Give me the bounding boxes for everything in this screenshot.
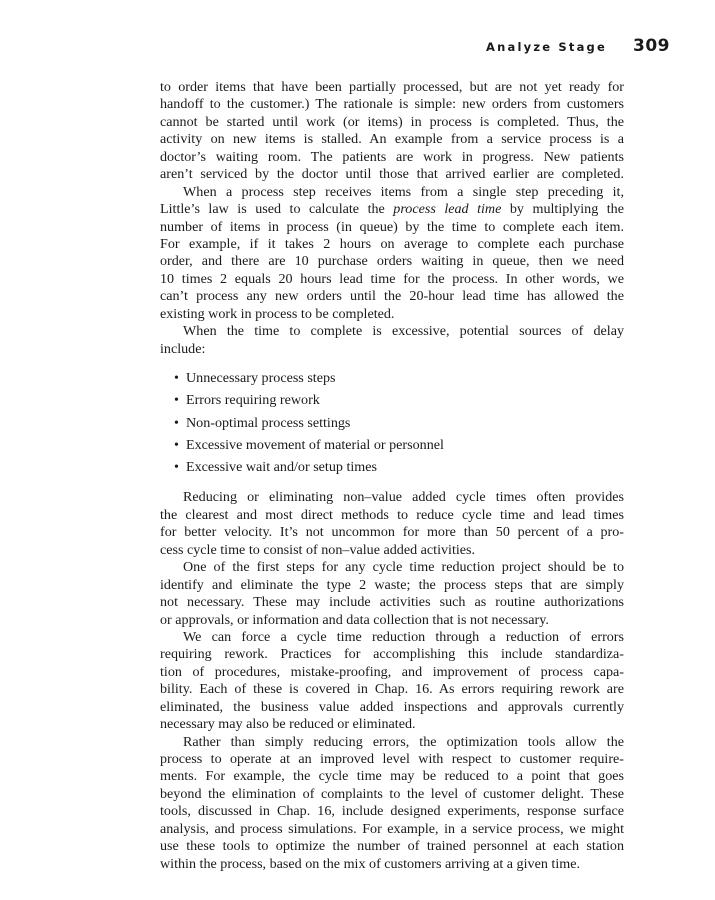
text-line: for better velocity. It’s not uncommon for more than 50 percent of a pro- bbox=[160, 524, 624, 541]
text-line: existing work in process to be completed. bbox=[160, 305, 395, 322]
text-line: requiring rework. Practices for accomplishing this include standardiza- bbox=[160, 646, 624, 663]
text-line: beyond the elimination of complaints to the level of customer delight. These bbox=[160, 785, 624, 802]
text-line: number of items in process (in queue) by the time to complete each item. bbox=[160, 218, 624, 235]
list-item-text: Unnecessary process steps bbox=[186, 370, 336, 386]
text-line: Reducing or eliminating non–value added cycle times often provides bbox=[183, 489, 624, 506]
text-line: process to operate at an improved level with respect to customer require- bbox=[160, 751, 624, 768]
bullet-marker: • bbox=[174, 370, 179, 386]
text-line: order, and there are 10 purchase orders waiting in queue, then we need bbox=[160, 253, 624, 270]
text-segment: by multiplying the bbox=[501, 201, 624, 218]
text-line bbox=[160, 201, 624, 218]
text-line: When a process step receives items from a single step preceding it, bbox=[183, 183, 624, 200]
list-item bbox=[160, 456, 624, 478]
list-item-text: Excessive movement of material or personnel bbox=[186, 436, 444, 453]
text-segment: Little’s law is used to calculate the bbox=[160, 201, 394, 218]
list-item bbox=[160, 434, 624, 456]
text-line: For example, if it takes 2 hours on average to complete each purchase bbox=[160, 235, 624, 252]
text-line: use these tools to optimize the number of trained personnel at each station bbox=[160, 838, 624, 855]
paragraph-2 bbox=[160, 184, 624, 324]
paragraph-4 bbox=[160, 489, 624, 559]
body-text bbox=[160, 79, 624, 873]
list-item-text: Non-optimal process settings bbox=[186, 414, 351, 431]
text-line: When the time to complete is excessive, potential sources of delay bbox=[183, 323, 624, 340]
list-item bbox=[160, 389, 624, 411]
text-line: handoff to the customer.) The rationale is simple: new orders from customers bbox=[160, 96, 624, 113]
bullet-marker: • bbox=[174, 392, 179, 409]
text-line: analysis, and process simulations. For example, in a service process, we might bbox=[160, 820, 624, 837]
text-line: or approvals, or information and data collection that is not necessary. bbox=[160, 611, 549, 628]
text-line: bility. Each of these is covered in Chap. 16. As errors requiring rework are bbox=[160, 681, 624, 698]
text-line: tion of procedures, mistake-proofing, and improvement of process capa- bbox=[160, 663, 624, 680]
bullet-marker: • bbox=[174, 436, 179, 453]
text-line: Rather than simply reducing errors, the optimization tools allow the bbox=[183, 733, 624, 750]
text-line: the clearest and most direct methods to reduce cycle time and lead times bbox=[160, 506, 624, 523]
text-line: cannot be started until work (or items) in process is completed. Thus, the bbox=[160, 113, 624, 130]
page-number: 309 bbox=[633, 36, 670, 56]
text-line: cess cycle time to consist of non–value added activities. bbox=[160, 541, 476, 558]
paragraph-7 bbox=[160, 734, 624, 874]
bullet-list bbox=[160, 367, 624, 478]
list-item-text: Errors requiring rework bbox=[186, 392, 320, 409]
list-item bbox=[160, 367, 624, 389]
text-line: within the process, based on the mix of customers arriving at a given time. bbox=[160, 855, 580, 872]
bullet-marker: • bbox=[174, 414, 179, 431]
text-line: tools, discussed in Chap. 16, include designed experiments, response surface bbox=[160, 803, 624, 820]
text-line: One of the first steps for any cycle time reduction project should be to bbox=[183, 559, 624, 576]
list-item bbox=[160, 412, 624, 434]
section-title: Analyze Stage bbox=[486, 40, 607, 54]
text-line: not necessary. These may include activities such as routine authorizations bbox=[160, 594, 624, 611]
text-line: 10 times 2 equals 20 hours lead time for the process. In other words, we bbox=[160, 270, 624, 287]
text-line: identify and eliminate the type 2 waste; the process steps that are simply bbox=[160, 576, 624, 593]
text-line: eliminated, the business value added inspections and approvals currently bbox=[160, 698, 624, 715]
text-line: We can force a cycle time reduction through a reduction of errors bbox=[183, 628, 624, 645]
text-line: to order items that have been partially processed, but are not yet ready for bbox=[160, 79, 624, 95]
paragraph-3 bbox=[160, 323, 624, 358]
paragraph-1 bbox=[160, 79, 624, 184]
running-head bbox=[160, 36, 670, 58]
text-line: ments. For example, the cycle time may be reduced to a point that goes bbox=[160, 768, 624, 785]
text-line: aren’t serviced by the doctor until those that arrived earlier are completed. bbox=[160, 166, 624, 183]
paragraph-5 bbox=[160, 559, 624, 629]
text-line: doctor’s waiting room. The patients are work in progress. New patients bbox=[160, 148, 624, 165]
list-item-text: Excessive wait and/or setup times bbox=[186, 459, 378, 476]
text-line: necessary may also be reduced or eliminated. bbox=[160, 716, 416, 733]
paragraph-6 bbox=[160, 629, 624, 734]
text-line: can’t process any new orders until the 20-hour lead time has allowed the bbox=[160, 288, 624, 305]
text-line: activity on new items is stalled. An example from a service process is a bbox=[160, 131, 624, 148]
emphasized-term: process lead time bbox=[393, 201, 502, 218]
bullet-marker: • bbox=[174, 459, 179, 476]
text-line: include: bbox=[160, 340, 206, 357]
